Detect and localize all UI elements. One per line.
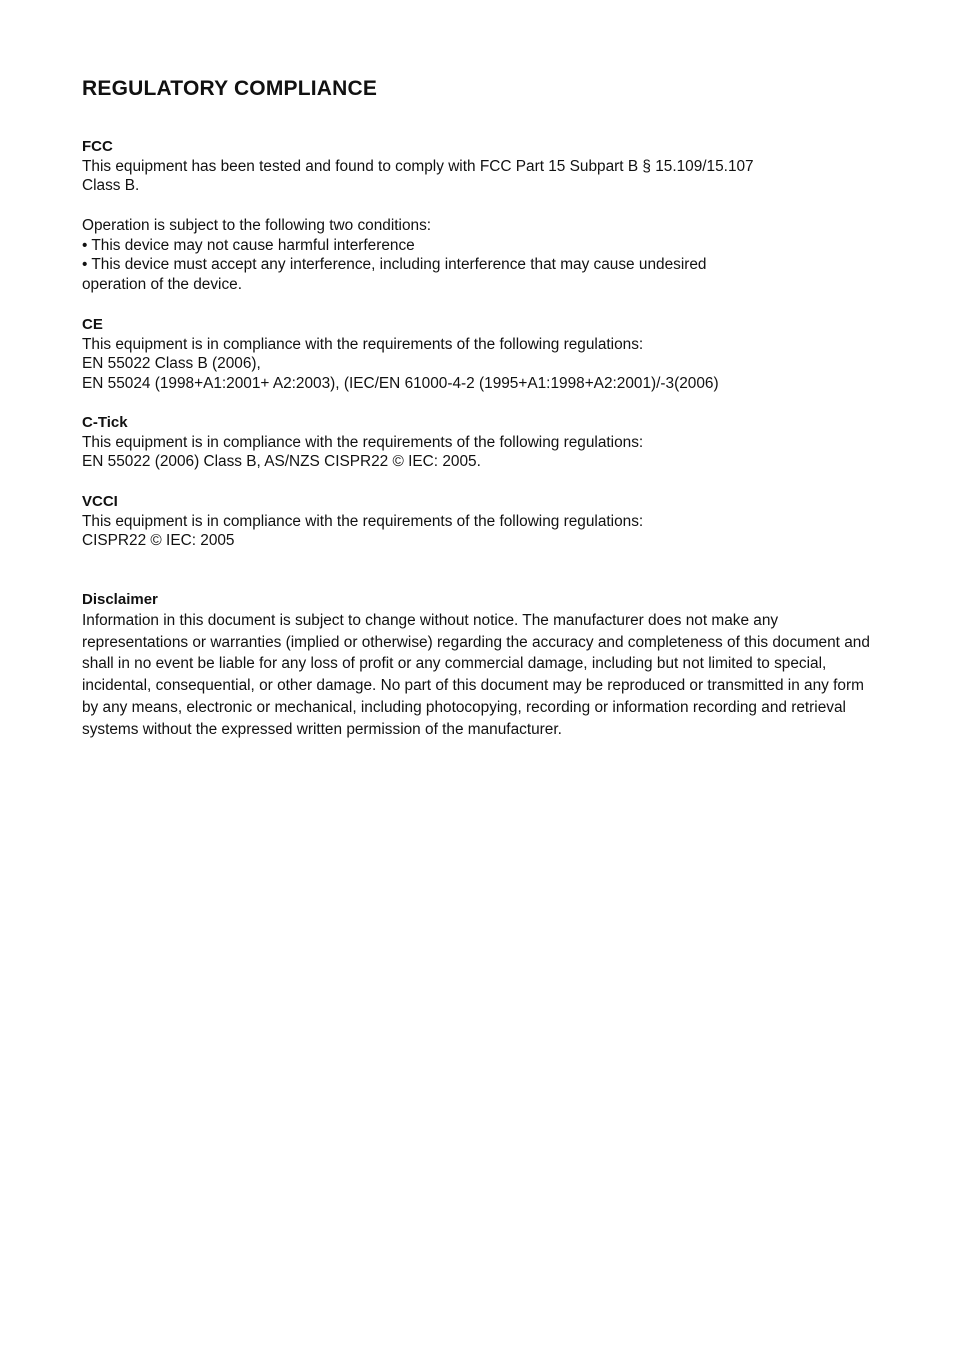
fcc-line-2: Class B.: [82, 177, 140, 195]
vcci-section: [82, 492, 872, 551]
ce-heading: CE: [82, 316, 103, 333]
disclaimer-heading: Disclaimer: [82, 591, 158, 608]
fcc-bullet-2: • This device must accept any interference, including interference that may cause undesired: [82, 256, 707, 274]
ce-section: [82, 315, 872, 393]
ce-line-2: EN 55022 Class B (2006),: [82, 355, 261, 373]
fcc-line-1: This equipment has been tested and found to comply with FCC Part 15 Subpart B § 15.109/15.107: [82, 157, 754, 175]
fcc-section: [82, 137, 872, 196]
ctick-line-1: This equipment is in compliance with the requirements of the following regulations:: [82, 433, 644, 451]
vcci-heading: VCCI: [82, 493, 118, 510]
ctick-section: [82, 413, 872, 472]
vcci-line-1: This equipment is in compliance with the requirements of the following regulations:: [82, 512, 644, 530]
ctick-line-2: EN 55022 (2006) Class B, AS/NZS CISPR22 © IEC: 2005.: [82, 453, 481, 471]
ce-line-3: EN 55024 (1998+A1:2001+ A2:2003), (IEC/EN 61000-4-2 (1995+A1:1998+A2:2001)/-3(2006): [82, 374, 719, 392]
page-title: REGULATORY COMPLIANCE: [82, 77, 378, 100]
disclaimer-section: [82, 590, 872, 741]
vcci-line-2: CISPR22 © IEC: 2005: [82, 532, 235, 550]
disclaimer-body: Information in this document is subject to change without notice. The manufacturer does not make any representations or warranties (implied or otherwise) regarding the accuracy and completeness of this document and shall in no event be liable for any loss of profit or any commercial damage, including but not limited to special, incidental, consequential, or other damage. No part of this document may be reproduced or transmitted in any form by any means, electronic or mechanical, including photocopying, recording or information recording and retrieval systems without the expressed written permission of the manufacturer.: [82, 611, 870, 739]
ce-line-1: This equipment is in compliance with the requirements of the following regulations:: [82, 335, 644, 353]
fcc-conditions-intro: Operation is subject to the following two conditions:: [82, 217, 432, 234]
ctick-heading: C-Tick: [82, 414, 128, 431]
fcc-bullet-1: • This device may not cause harmful interference: [82, 236, 415, 254]
fcc-heading: FCC: [82, 138, 113, 155]
fcc-bullet-2-cont: operation of the device.: [82, 275, 243, 293]
fcc-conditions: [82, 216, 872, 294]
